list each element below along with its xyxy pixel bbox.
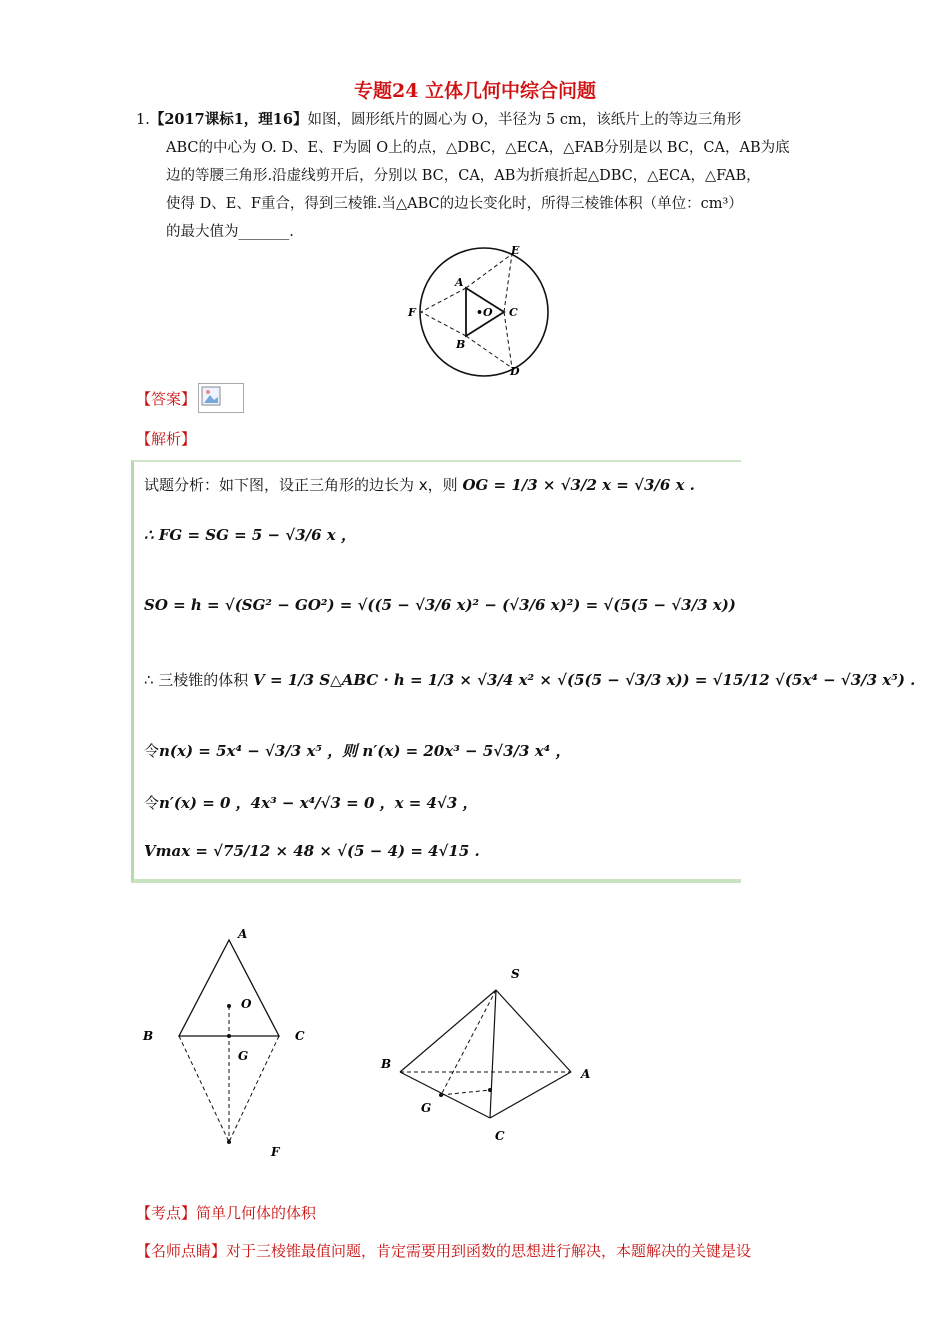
point-G	[227, 1034, 231, 1038]
fig2-label-G: G	[238, 1049, 249, 1063]
fig2-label-O: O	[241, 997, 252, 1011]
fig2-label-C: C	[295, 1029, 305, 1043]
analysis-line-7: Vmax = √75/12 × 48 × √(5 − 4) = 4√15 .	[144, 842, 480, 860]
point-O-3d	[488, 1088, 492, 1092]
analysis-line-4-math: V = 1/3 S△ABC · h = 1/3 × √3/4 x² × √(5(5 − √3/3 x)) = √15/12 √(5x⁴ − √3/3 x⁵) .	[253, 671, 916, 689]
point-O	[227, 1004, 231, 1008]
analysis-label: 【解析】	[136, 430, 197, 448]
kaodian-label: 【考点】	[136, 1204, 197, 1222]
problem-line-2: ABC的中心为 O. D、E、F为圆 O上的点，△DBC，△ECA，△FAB分别是以 BC，CA，AB为底	[166, 140, 790, 156]
unfolded-figure	[135, 920, 305, 1165]
label-C: C	[509, 306, 518, 319]
fig3-label-G: G	[421, 1101, 432, 1115]
analysis-line-6-math: n′(x) = 0 ，4x³ − x⁴/√3 = 0 ，x = 4√3 ，	[159, 794, 478, 812]
analysis-line-3: SO = h = √(SG² − GO²) = √((5 − √3/6 x)² − (√3/6 x)²) = √(5(5 − √3/3 x))	[144, 596, 736, 614]
point-G-3d	[439, 1093, 443, 1097]
mingshi-text: 对于三棱锥最值问题，肯定需要用到函数的思想进行解决，本题解决的关键是设	[226, 1242, 752, 1260]
fig2-label-A: A	[238, 927, 248, 941]
circle-figure	[400, 240, 560, 380]
flap-lines	[179, 1006, 279, 1142]
page-title: 专题24 立体几何中综合问题	[353, 80, 597, 102]
answer-image-placeholder	[198, 383, 244, 413]
label-D: D	[510, 365, 520, 378]
kaodian-text: 简单几何体的体积	[196, 1204, 317, 1222]
fig3-label-C: C	[495, 1129, 505, 1143]
analysis-line-5-math: n(x) = 5x⁴ − √3/3 x⁵ ，则 n′(x) = 20x³ − 5√3/3 x⁴ ，	[159, 742, 571, 760]
problem-1	[136, 106, 826, 246]
analysis-box	[131, 460, 916, 883]
kaodian-row	[136, 1202, 836, 1223]
label-O: •O	[476, 306, 493, 319]
problem-source: 【2017课标1，理16】	[149, 111, 308, 128]
problem-number: 1.	[136, 112, 150, 128]
fig3-label-B: B	[381, 1057, 392, 1071]
tetrahedron-hidden-edges	[400, 990, 571, 1095]
tetrahedron-figure	[375, 960, 600, 1150]
fig2-label-F: F	[271, 1145, 280, 1159]
problem-line-3: 边的等腰三角形.沿虚线剪开后，分别以 BC，CA，AB为折痕折起△DBC，△ECA，△FAB，	[166, 168, 761, 184]
fig3-label-A: A	[581, 1067, 591, 1081]
problem-line-1: 如图，圆形纸片的圆心为 O，半径为 5 cm，该纸片上的等边三角形	[307, 112, 742, 128]
broken-image-icon	[201, 386, 223, 408]
problem-line-4: 使得 D、E、F重合，得到三棱锥.当△ABC的边长变化时，所得三棱锥体积（单位：cm³）	[166, 196, 743, 212]
label-B: B	[456, 338, 466, 351]
fig3-label-S: S	[511, 967, 520, 981]
analysis-line-4-text: ∴ 三棱锥的体积	[144, 671, 249, 689]
fig2-label-B: B	[143, 1029, 154, 1043]
analysis-line-1-text: 试题分析：如下图，设正三角形的边长为 x，则	[144, 476, 458, 494]
analysis-line-1-math: OG = 1/3 × √3/2 x = √3/6 x .	[462, 476, 695, 494]
mingshi-row	[136, 1240, 836, 1261]
label-E: E	[511, 244, 520, 257]
problem-line-5: 的最大值为_______.	[166, 224, 294, 240]
label-F: F	[408, 306, 416, 319]
analysis-line-6-text: 令	[144, 794, 160, 812]
analysis-line-2: ∴ FG = SG = 5 − √3/6 x ，	[144, 526, 356, 544]
mingshi-label: 【名师点睛】	[136, 1242, 227, 1260]
analysis-line-5-text: 令	[144, 742, 160, 760]
label-A: A	[455, 276, 464, 289]
answer-label: 【答案】	[136, 390, 197, 408]
point-F	[227, 1140, 231, 1144]
